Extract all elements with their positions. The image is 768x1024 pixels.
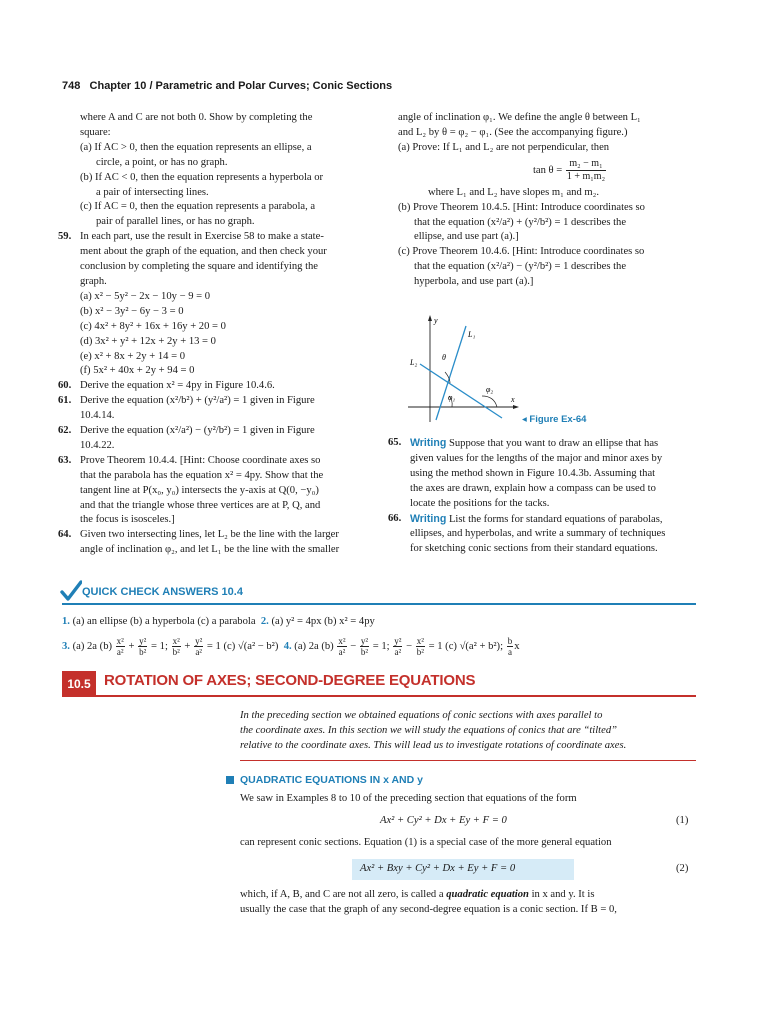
exercise-number: 61. [58,395,72,407]
exercise-number: 66. [388,512,402,524]
y-axis-arrow [428,315,432,321]
x-axis-label: x [511,395,515,404]
text-line: circle, a point, or has no graph. [96,156,228,168]
answer-text: = 1 (c) √(a² + b²); [428,641,504,652]
text-line: ellipse, and use part (a).] [414,231,519,243]
text-line: tangent line at P(x₀, y₀) intersects the y-axis at Q(0, −y₀) [80,484,319,496]
text-line: hyperbola, and use part (a).] [414,276,534,288]
text-line: the axes are drawn, explain how a compass can be used to [410,482,656,494]
exercises-65-66 [384,436,696,557]
equation-line: (f) 5x² + 40x + 2y + 94 = 0 [80,365,195,377]
exercise-number: 59. [58,231,72,243]
subheading: QUADRATIC EQUATIONS IN x AND y [240,774,423,786]
fraction [360,636,369,657]
text-line: the coordinate axes. In this section we will study the equations of conics that are “tilted” [240,724,618,736]
exercise-number: 62. [58,425,72,437]
checkmark-icon [60,580,82,602]
section-number: 10.5 [67,677,91,691]
ex64-parts [384,201,696,290]
text-line: and L₂ by θ = φ₂ − φ₁. (See the accompanying figure.) [398,126,628,138]
equation-1-tag: (1) [676,815,689,826]
text-line: using the method shown in Figure 10.4.3b. Assuming that [410,467,656,479]
operator: − [406,641,413,652]
text-line: locate the positions for the tacks. [410,497,550,509]
fraction-numerator: y² [360,636,369,647]
section-header-rule [62,695,696,697]
text-line: ellipses, and hyperbolas, and write a summary of techniques [410,528,666,540]
body-p1: We saw in Examples 8 to 10 of the preceding section that equations of the form [240,793,577,804]
text-line: for sketching conic sections from their standard equations. [410,543,658,555]
text-span: which, if A, B, and C are not all zero, is called a [240,889,444,900]
text-line: 10.4.14. [80,410,115,422]
fraction-numerator: x² [116,636,124,647]
fraction [138,636,147,657]
exercise-64 [58,528,364,558]
text-line: that the parabola has the equation x² = 4py. Show that the [80,469,324,481]
text-span: in x and y. It is [531,889,595,900]
equation-line: (b) x² − 3y² − 6y − 3 = 0 [80,305,184,317]
text-line: the focus is isosceles.] [80,514,175,526]
body-p4: usually the case that the graph of any second-degree equation is a conic section. If B = 0, [240,904,617,915]
figure-caption: ◂ Figure Ex-64 [522,414,587,425]
equation-1: Ax² + Cy² + Dx + Ey + F = 0 [380,815,507,826]
text-line: (a) Prove: If L₁ and L₂ are not perpendicular, then [398,141,610,153]
quick-check-title: QUICK CHECK ANSWERS 10.4 [82,586,243,598]
operator: + [128,641,135,652]
text-line: graph. [80,275,107,287]
fraction-denominator: b² [139,647,147,658]
left-column [58,111,364,558]
fraction-numerator: b [507,636,513,647]
fraction-denominator: a [507,647,512,658]
answer-number: 4. [283,641,292,652]
fraction [393,636,402,657]
tan-formula [384,156,696,186]
fraction-denominator: b² [416,647,424,658]
text-line: Derive the equation (x²/b²) + (y²/a²) = 1 given in Figure [80,395,315,407]
answer-number: 3. [62,641,70,652]
text-line: (b) If AC < 0, then the equation represents a hyperbola or [80,171,324,183]
right-column [384,111,696,290]
exercise-60 [58,379,364,394]
exercise-63 [58,454,364,529]
equation-line: (d) 3x² + y² + 12x + 2y + 13 = 0 [80,335,216,347]
answer-text: (a) y² = 4px (b) x² = 4py [271,616,375,627]
text-line: pair of parallel lines, or has no graph. [96,216,255,228]
formula-lhs: tan θ = [532,164,563,176]
quick-check-line-1 [62,615,375,630]
fraction [337,636,346,657]
text-line: (c) Prove Theorem 10.4.6. [Hint: Introduce coordinates so [398,246,645,258]
page-number: 748 [62,80,81,92]
answer-text: = 1; [372,641,390,652]
y-axis-label: y [434,316,438,325]
exercise-number: 63. [58,454,72,466]
text-line: square: [80,126,111,138]
text-line: In the preceding section we obtained equations of conic sections with axes parallel to [240,710,603,721]
label-phi1: φ₁ [448,393,456,402]
text-line: relative to the coordinate axes. This will lead us to investigate rotations of coordinate axes. [240,739,627,751]
fraction [194,636,203,657]
text-line: In each part, use the result in Exercise 58 to make a state- [80,231,324,243]
exercise-62 [58,424,364,454]
text-line: 10.4.22. [80,439,115,451]
fraction-numerator: m₂ − m₁ [566,158,606,171]
formula-fraction [566,158,606,183]
phi2-arc [482,396,497,407]
answer-number: 2. [260,616,269,627]
equation-2-tag: (2) [676,863,689,874]
text-line: angle of inclination φ₁. We define the angle θ between L₁ [398,112,641,123]
text-line: and that the triangle whose three vertices are at P, Q, and [80,499,321,511]
ex64-continued [384,111,696,156]
intro-rule [240,760,696,761]
text-line: conclusion by completing the square and identifying the [80,261,319,273]
answer-number: 1. [62,616,70,627]
answer-text: = 1; [151,641,168,652]
body-p2: can represent conic sections. Equation (1) is a special case of the more general equation [240,837,612,848]
fraction-numerator: y² [139,636,147,647]
section-title: ROTATION OF AXES; SECOND-DEGREE EQUATIONS [104,672,476,689]
running-title: Chapter 10 / Parametric and Polar Curves; Conic Sections [89,80,393,92]
exercise-66 [384,512,696,558]
writing-tag: Writing [410,437,447,449]
answer-text: (a) an ellipse (b) a hyperbola (c) a parabola [72,616,256,627]
fraction-numerator: x² [338,636,346,647]
fraction-denominator: 1 + m₁m₂ [566,170,606,182]
x-axis-arrow [513,405,519,409]
equation-line: (c) 4x² + 8y² + 16x + 16y + 20 = 0 [80,320,226,332]
text-line: Suppose that you want to draw an ellipse that has [448,438,659,449]
fraction-denominator: b² [360,647,369,658]
exercise-65 [384,436,696,512]
text-line: List the forms for standard equations of parabolas, [448,513,663,525]
fraction [172,636,181,657]
text-line: where A and C are not both 0. Show by completing the [80,112,313,123]
answer-text: x [514,641,520,652]
line-l1 [436,326,466,420]
operator: − [350,641,357,652]
quick-check-line-2 [62,633,519,661]
label-phi2: φ₂ [486,385,494,394]
body-p3 [240,888,696,903]
text-line: Derive the equation x² = 4py in Figure 10.4.6. [80,380,275,392]
text-line: angle of inclination φ₂, and let L₁ be the line with the smaller [80,544,340,556]
fraction-denominator: a² [394,647,402,658]
text-line: that the equation (x²/a²) − (y²/b²) = 1 describes the [414,261,627,273]
exercise-number: 60. [58,380,72,392]
answer-text: (a) 2a (b) [72,641,113,652]
fraction-numerator: x² [172,636,180,647]
figure-ex64 [404,312,536,424]
section-number-box [62,671,96,697]
fraction-denominator: a² [338,647,346,658]
fraction-numerator: x² [416,636,424,647]
exercise-number: 65. [388,437,402,448]
text-line: Derive the equation (x²/a²) − (y²/b²) = 1 given in Figure [80,425,315,437]
text-line: (c) If AC = 0, then the equation represents a parabola, a [80,201,316,213]
label-l1: L₁ [468,330,476,339]
text-line: given values for the lengths of the major and minor axes by [410,452,663,464]
exercise-number: 64. [58,529,72,541]
answer-text: = 1 (c) √(a² − b²) [206,641,279,652]
text-line: that the equation (x²/a²) + (y²/b²) = 1 describes the [414,216,627,228]
text-line: Given two intersecting lines, let L₂ be the line with the larger [80,529,339,541]
text-line: Prove Theorem 10.4.4. [Hint: Choose coordinate axes so [80,454,321,466]
fraction-numerator: y² [394,636,402,647]
operator: + [184,641,191,652]
fraction-numerator: y² [195,636,203,647]
text-line: a pair of intersecting lines. [96,186,209,198]
exercise-61 [58,394,364,424]
fraction [416,636,425,657]
fraction-denominator: a² [195,647,203,658]
equation-2: Ax² + Bxy + Cy² + Dx + Ey + F = 0 [360,863,516,874]
term-quadratic-equation: quadratic equation [446,889,529,900]
quick-check-rule [62,603,696,605]
fraction-denominator: b² [172,647,180,658]
page-header [62,80,392,92]
fraction-denominator: a² [116,647,124,658]
writing-tag: Writing [410,512,447,525]
label-l2: L₂ [410,358,418,367]
equation-line: (e) x² + 8x + 2y + 14 = 0 [80,350,186,362]
answer-text: (a) 2a (b) [294,641,334,652]
text-line: ment about the graph of the equation, and then check your [80,246,327,258]
subheading-square-icon [226,776,234,784]
ex58-intro [62,111,364,141]
equation-line: (a) x² − 5y² − 2x − 10y − 9 = 0 [80,290,211,302]
text-line: where L₁ and L₂ have slopes m₁ and m₂. [428,186,599,198]
fraction [116,636,125,657]
ex58-parts [62,141,364,230]
exercise-59 [58,230,364,379]
text-line: (a) If AC > 0, then the equation represents an ellipse, a [80,141,312,153]
label-theta: θ [442,353,446,362]
text-line: (b) Prove Theorem 10.4.5. [Hint: Introduce coordinates so [398,201,645,213]
section-intro [240,709,696,754]
fraction [507,636,514,657]
